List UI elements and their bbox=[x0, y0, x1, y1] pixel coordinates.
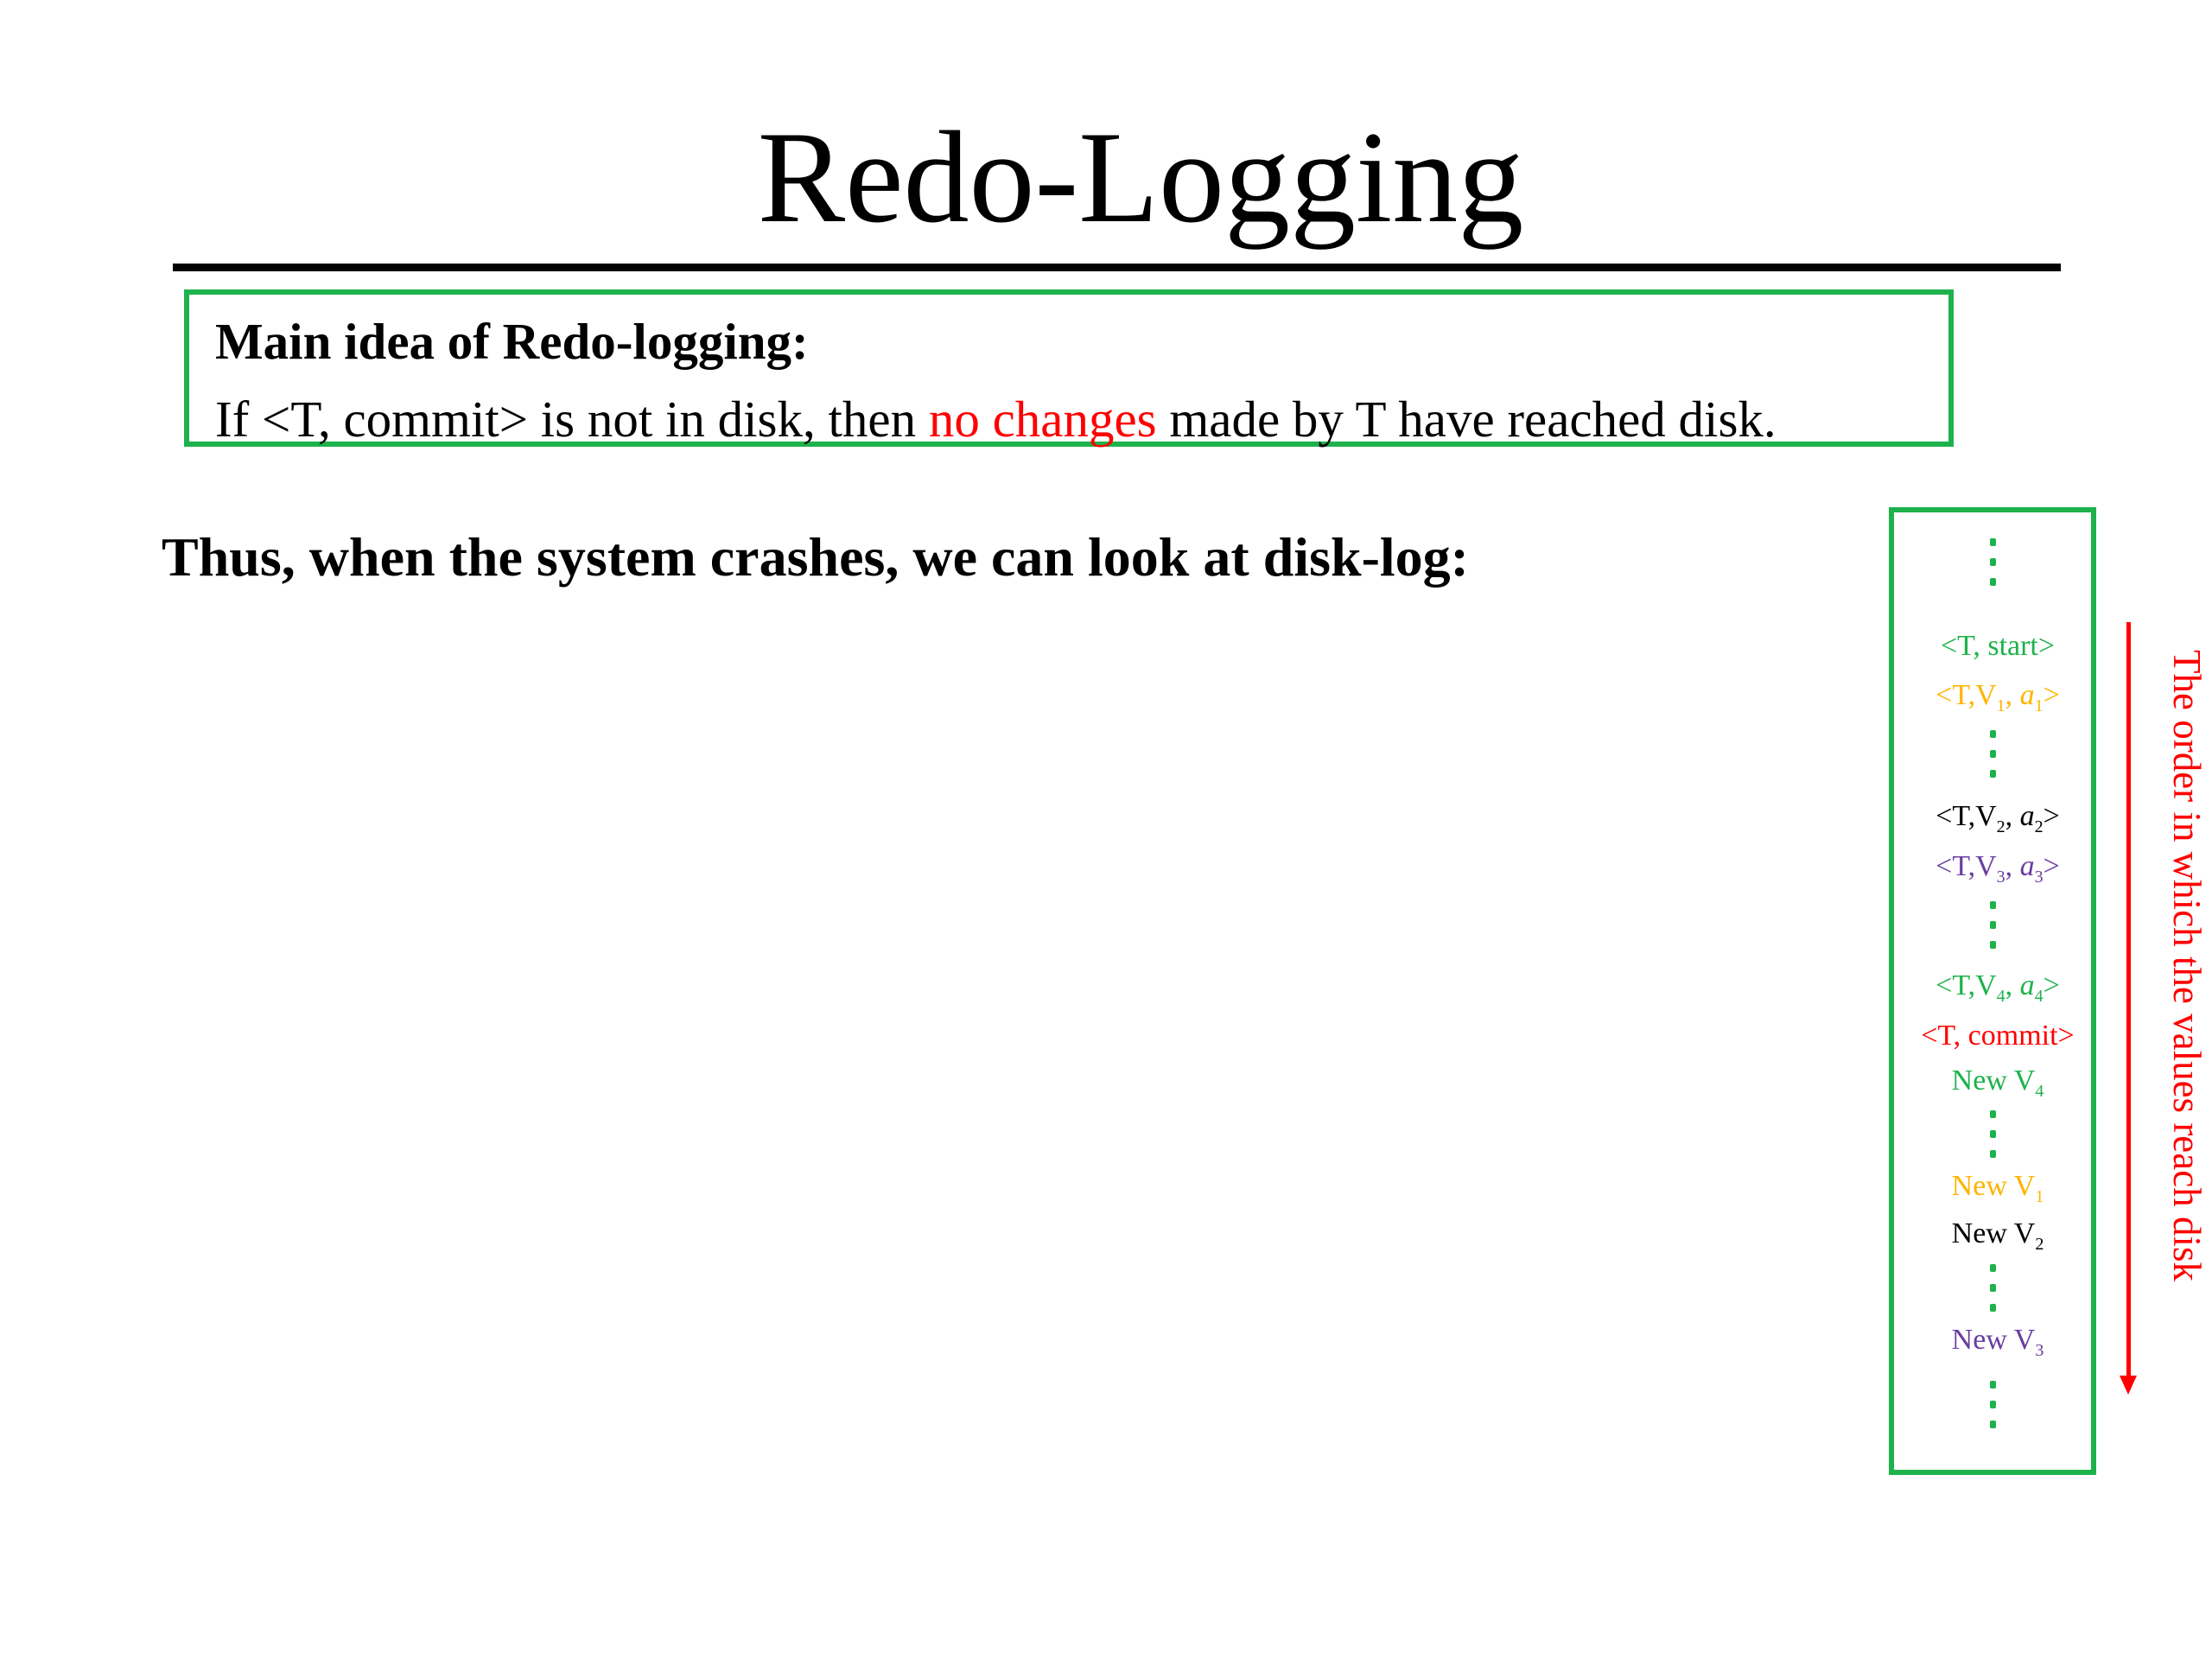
title-underline bbox=[173, 264, 2061, 271]
main-idea-text-after: made by T have reached disk. bbox=[1156, 391, 1777, 448]
ellipsis-dots bbox=[1894, 1110, 2091, 1170]
order-arrow-line bbox=[2126, 622, 2131, 1382]
thus-statement: Thus, when the system crashes, we can look at disk-log: bbox=[162, 526, 1469, 588]
main-idea-text bbox=[215, 390, 1777, 449]
slide-title: Redo-Logging bbox=[757, 105, 1524, 250]
main-idea-box bbox=[184, 289, 1954, 447]
order-label: The order in which the values reach disk bbox=[2165, 650, 2209, 1281]
ellipsis-dots bbox=[1894, 1381, 2091, 1440]
log-entry-v1: $<T,V_1$, $a_1>$ bbox=[1936, 679, 2060, 715]
disk-value-new-v4: New $V_4$ bbox=[1951, 1065, 2044, 1101]
ellipsis-dots bbox=[1894, 538, 2091, 598]
log-entry-v4: $<T,V_4$, $a_4>$ bbox=[1936, 969, 2060, 1006]
main-idea-heading: Main idea of Redo-logging: bbox=[215, 313, 809, 370]
log-entry-v2: $<T,V_2$, $a_2>$ bbox=[1936, 800, 2060, 836]
disk-value-new-v1: New $V_1$ bbox=[1951, 1170, 2044, 1206]
disk-value-new-v3: New $V_3$ bbox=[1951, 1324, 2044, 1360]
main-idea-highlight: no changes bbox=[928, 391, 1157, 448]
ellipsis-dots bbox=[1894, 901, 2091, 961]
ellipsis-dots bbox=[1894, 1264, 2091, 1324]
order-arrow-head-icon bbox=[2120, 1376, 2137, 1395]
log-entry-start: <T, start> bbox=[1940, 630, 2056, 662]
disk-value-new-v2: New $V_2$ bbox=[1951, 1217, 2044, 1254]
log-entry-v3: $<T,V_3$, $a_3>$ bbox=[1936, 850, 2060, 887]
ellipsis-dots bbox=[1894, 730, 2091, 790]
main-idea-text-before: If <T, commit> is not in disk, then bbox=[215, 391, 929, 448]
disk-log-box bbox=[1889, 507, 2096, 1475]
log-entry-commit: <T, commit> bbox=[1921, 1020, 2075, 1052]
